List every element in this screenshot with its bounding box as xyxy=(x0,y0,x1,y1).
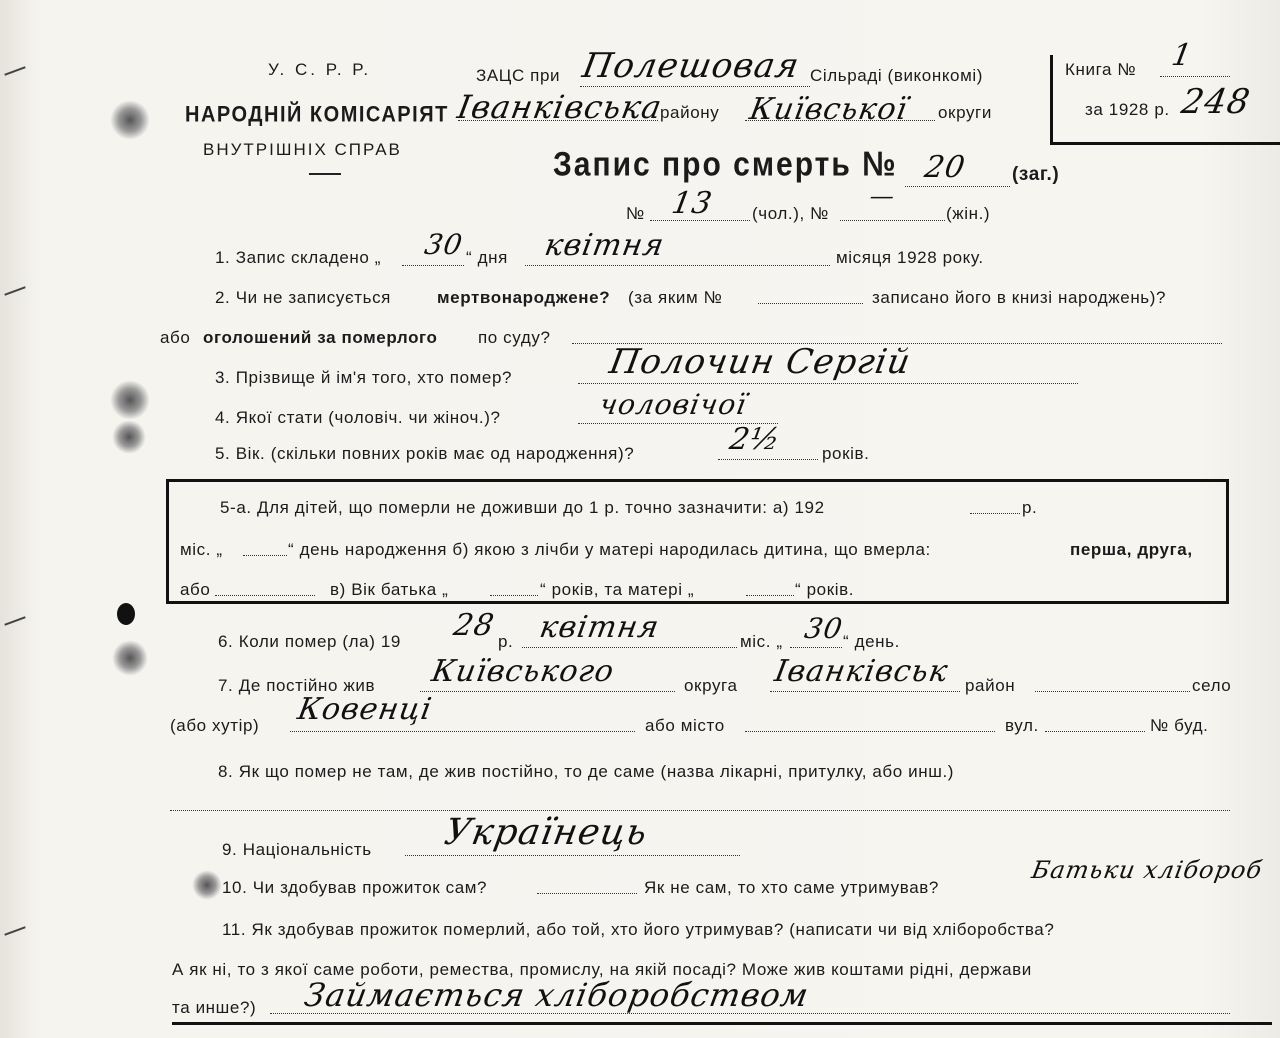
field-3-line xyxy=(578,383,1078,384)
edge-mark xyxy=(4,616,25,625)
binding-mark xyxy=(192,870,222,900)
field-5a-line2: “ день народження б) якою з лічби у матері народилась дитина, що вмерла: xyxy=(288,540,931,559)
field-7b-misto-line xyxy=(745,731,995,732)
field-3-label: 3. Прізвище й ім'я того, хто помер? xyxy=(215,368,513,387)
zags-village-handwritten: Полешовая xyxy=(579,46,803,86)
header-commissariat: НАРОДНІЙ КОМІСАРІЯТ xyxy=(185,102,449,128)
book-year-handwritten: 248 xyxy=(1178,82,1254,122)
field-5-suffix: років. xyxy=(822,444,870,463)
field-7-okruha-line xyxy=(420,691,675,692)
field-7-prefix: 7. Де постійно жив xyxy=(218,676,376,695)
binding-mark xyxy=(110,100,150,140)
punch-hole xyxy=(117,603,135,625)
binding-mark xyxy=(112,640,148,676)
edge-mark xyxy=(4,286,25,295)
title-number-handwritten: 20 xyxy=(921,150,969,185)
field-1-month-line xyxy=(525,265,830,266)
field-7b-line xyxy=(290,731,635,732)
district-handwritten: Іванківська xyxy=(454,88,666,126)
field-6-year-handwritten: 28 xyxy=(450,608,498,643)
field-7b-bud: № буд. xyxy=(1150,716,1209,735)
field-2b-prefix: або xyxy=(160,328,191,347)
field-5a-month-line xyxy=(243,555,287,556)
field-1-day-handwritten: 30 xyxy=(422,228,466,261)
field-7-raion: район xyxy=(965,676,1016,695)
field-9-line xyxy=(405,855,740,856)
field-2-bold: мертвонароджене? xyxy=(437,288,611,307)
edge-mark xyxy=(4,66,25,75)
field-5a-mother-line xyxy=(746,595,794,596)
binding-mark xyxy=(110,380,150,420)
male-number-handwritten: 13 xyxy=(668,186,716,221)
binding-mark xyxy=(112,420,146,454)
field-6-month-line xyxy=(522,647,737,648)
okruha-line xyxy=(745,120,935,121)
field-5a-line1-r: р. xyxy=(1022,498,1038,517)
field-11-handwritten: Займається хліборобством xyxy=(301,976,812,1014)
field-3-handwritten: Полочин Сергій xyxy=(606,342,914,382)
field-1-mid: “ дня xyxy=(466,248,508,267)
field-5a-line1: 5-а. Для дітей, що померли не доживши до 1 р. точно зазначити: а) 192 xyxy=(220,498,825,517)
field-7-okruha: округа xyxy=(684,676,738,695)
field-6-prefix: 6. Коли помер (ла) 19 xyxy=(218,632,401,651)
field-5a-order-line xyxy=(215,595,315,596)
field-1-day-line xyxy=(402,265,464,266)
header-internal-affairs: ВНУТРІШНІХ СПРАВ xyxy=(203,140,402,159)
field-7b-handwritten: Ковенці xyxy=(294,692,435,727)
header-ussr: У. С. Р. Р. xyxy=(268,60,372,79)
title-number-line xyxy=(905,186,1010,187)
field-6-day-line xyxy=(790,647,842,648)
field-5a-line3-suffix: “ років. xyxy=(795,580,855,599)
male-no-label: № xyxy=(626,204,645,223)
field-9-handwritten: Українець xyxy=(441,812,651,853)
zags-village-line xyxy=(580,86,810,87)
zags-suffix: Сільраді (виконкомі) xyxy=(810,66,984,85)
field-5a-father-line xyxy=(490,595,538,596)
field-8-label: 8. Як що помер не там, де жив постійно, то де саме (назва лікарні, притулку, або инш.) xyxy=(218,762,955,781)
field-11-line xyxy=(270,1013,1230,1014)
field-5a-line3-father: в) Вік батька „ xyxy=(330,580,449,599)
field-6-r: р. xyxy=(498,632,514,651)
field-9-label: 9. Національність xyxy=(222,840,372,859)
field-7-raion-line xyxy=(770,691,960,692)
book-year-label: за 1928 р. xyxy=(1085,100,1170,119)
field-1-prefix: 1. Запис складено „ xyxy=(215,248,382,267)
field-10-mid: Як не сам, то хто саме утримував? xyxy=(644,878,939,897)
zags-prefix: ЗАЦС при xyxy=(476,66,561,85)
field-5-line xyxy=(718,459,818,460)
page-title: Запис про смерть № xyxy=(553,145,898,184)
male-label: (чол.), № xyxy=(752,204,829,223)
field-11-line1: 11. Як здобував прожиток померлий, або той, хто його утримував? (написати чи від хліборобства? xyxy=(222,920,1055,939)
field-6-month-handwritten: квітня xyxy=(536,610,663,645)
field-11-line2: А як ні, то з якої саме роботи, ремества, промислу, на якій посаді? Може жив коштами рідні, держави xyxy=(172,960,1032,979)
field-10-handwritten: Батьки хлібороб xyxy=(1029,856,1265,884)
field-7b-vul-line xyxy=(1045,731,1145,732)
field-10-line xyxy=(537,893,637,894)
field-4-handwritten: чоловічої xyxy=(597,388,750,421)
field-5-handwritten: 2½ xyxy=(726,422,784,457)
field-2-suffix: записано його в книзі народжень)? xyxy=(872,288,1167,307)
field-6-suffix: “ день. xyxy=(843,632,900,651)
female-label: (жін.) xyxy=(946,204,991,223)
female-number-line xyxy=(840,220,945,221)
field-5a-line3-mother: “ років, та матері „ xyxy=(540,580,695,599)
field-5a-line3-prefix: або xyxy=(180,580,211,599)
field-11-line3: та инше?) xyxy=(172,998,257,1017)
field-6-day-handwritten: 30 xyxy=(802,612,846,645)
book-label: Книга № xyxy=(1065,60,1137,79)
district-label: району xyxy=(660,103,720,122)
field-5a-line2-prefix: міс. „ xyxy=(180,540,223,559)
field-7-selo: село xyxy=(1192,676,1232,695)
field-7-okruha-handwritten: Київського xyxy=(428,654,618,689)
book-number-line xyxy=(1160,76,1230,77)
okruha-handwritten: Київської xyxy=(746,92,911,127)
book-number-handwritten: 1 xyxy=(1168,38,1196,73)
title-suffix: (заг.) xyxy=(1012,164,1060,185)
field-7-raion-handwritten: Іванківськ xyxy=(771,654,952,689)
field-7-selo-line xyxy=(1035,691,1190,692)
bottom-rule xyxy=(172,1022,1272,1025)
field-7b-vul: вул. xyxy=(1005,716,1039,735)
field-7b-misto: або місто xyxy=(645,716,725,735)
field-2-mid: (за яким № xyxy=(628,288,723,307)
edge-mark xyxy=(4,926,25,935)
field-7b-khutir: (або хутір) xyxy=(170,716,260,735)
field-8-line xyxy=(170,810,1230,811)
field-1-suffix: місяця 1928 року. xyxy=(836,248,984,267)
field-5a-line2-bold: перша, друга, xyxy=(1070,540,1193,559)
okruha-label: округи xyxy=(938,103,992,122)
male-number-line xyxy=(650,220,750,221)
field-1-month-handwritten: квітня xyxy=(541,228,668,263)
field-2b-suffix: по суду? xyxy=(478,328,551,347)
header-divider xyxy=(309,173,341,175)
field-10-prefix: 10. Чи здобував прожиток сам? xyxy=(222,878,488,897)
field-2-number-line xyxy=(758,303,863,304)
field-6-mis: міс. „ xyxy=(740,632,783,651)
field-2b-bold: оголошений за померлого xyxy=(203,328,438,347)
field-4-label: 4. Якої стати (чоловіч. чи жіноч.)? xyxy=(215,408,501,427)
field-2-prefix: 2. Чи не записується xyxy=(215,288,391,307)
female-number-handwritten: — xyxy=(867,182,898,210)
district-line xyxy=(458,120,658,121)
field-5a-year-line xyxy=(970,513,1020,514)
field-5-label: 5. Вік. (скільки повних років має од народження)? xyxy=(215,444,635,463)
